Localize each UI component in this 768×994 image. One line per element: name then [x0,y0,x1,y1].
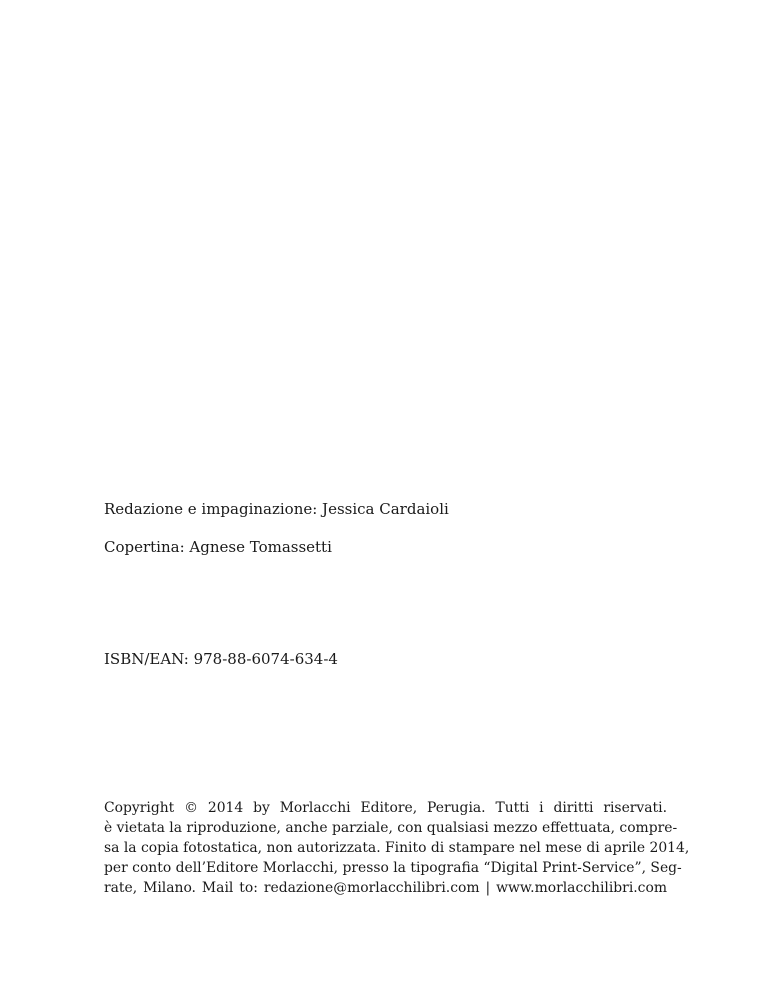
colophon-line: è vietata la riproduzione, anche parziale, con qualsiasi mezzo effettuata, compre- [104,820,678,836]
copyright-colophon [104,798,690,898]
isbn-line: ISBN/EAN: 978-88-6074-634-4 [104,650,338,668]
colophon-line: Copyright © 2014 by Morlacchi Editore, Perugia. Tutti i diritti riservati. [104,800,667,816]
editing-credit: Redazione e impaginazione: Jessica Cardaioli [104,500,449,518]
colophon-line: sa la copia fotostatica, non autorizzata. Finito di stampare nel mese di aprile 2014, [104,840,690,856]
colophon-line: rate, Milano. Mail to: redazione@morlacchilibri.com | www.morlacchilibri.com [104,880,667,896]
cover-credit: Copertina: Agnese Tomassetti [104,538,332,556]
colophon-line: per conto dell’Editore Morlacchi, presso la tipografia “Digital Print-Service”, Seg- [104,860,682,876]
